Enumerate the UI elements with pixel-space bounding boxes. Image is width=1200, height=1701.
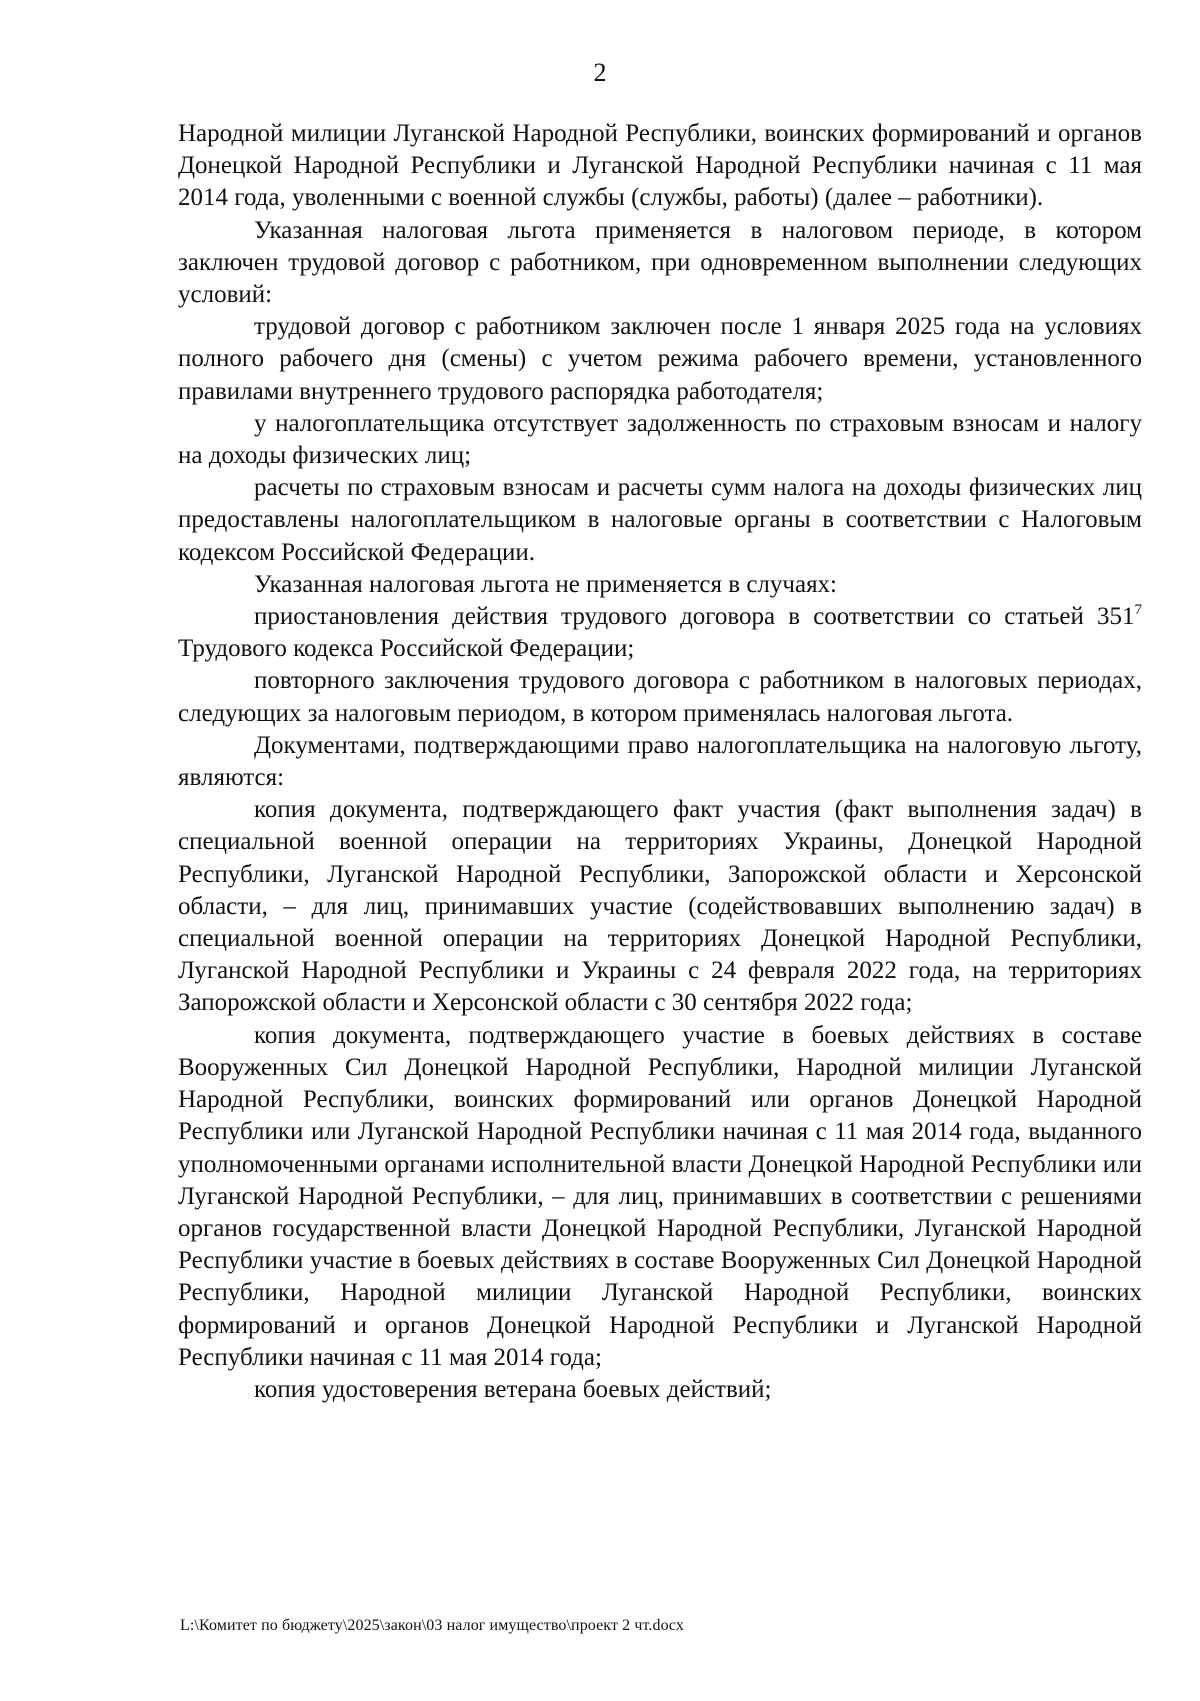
paragraph-text: приостановления действия трудового договора в соответствии со статьей 351 bbox=[254, 603, 1135, 631]
paragraph: копия документа, подтверждающего факт участия (факт выполнения задач) в специальной военной операции на территориях Украины, Донецкой Народной Республики, Луганской Народной Республики, Запорожской области и Херсонской области, – для лиц, принимавших участие (содействовавших выполнению задач) в специальной военной операции на территориях Донецкой Народной Республики, Луганской Народной Республики и Украины с 24 февраля 2022 года, на территориях Запорожской области и Херсонской области с 30 сентября 2022 года; bbox=[178, 796, 1142, 1017]
footer-file-path: L:\Комитет по бюджету\2025\закон\03 налог имущество\проект 2 чт.docx bbox=[180, 1617, 684, 1634]
paragraph: повторного заключения трудового договора с работником в налоговых периодах, следующих за налоговым периодом, в котором применялась налоговая льгота. bbox=[178, 667, 1142, 727]
paragraph: у налогоплательщика отсутствует задолженность по страховым взносам и налогу на доходы физических лиц; bbox=[178, 409, 1142, 470]
page-number: 2 bbox=[593, 58, 607, 87]
paragraph: Указанная налоговая льгота не применяется в случаях: bbox=[254, 570, 838, 598]
paragraph: расчеты по страховым взносам и расчеты сумм налога на доходы физических лиц предоставлены налогоплательщиком в налоговые органы в соответствии с Налоговым кодексом Российской Федерации. bbox=[178, 474, 1142, 566]
paragraph bbox=[178, 601, 1142, 665]
superscript: 7 bbox=[1134, 602, 1142, 619]
document-body bbox=[178, 118, 1142, 1406]
paragraph: трудовой договор с работником заключен после 1 января 2025 года на условиях полного рабочего дня (смены) с учетом режима рабочего времени, установленного правилами внутреннего трудового распорядка работодателя; bbox=[178, 313, 1142, 405]
paragraph: копия документа, подтверждающего участие в боевых действиях в составе Вооруженных Сил Донецкой Народной Республики, Народной милиции Луганской Народной Республики, воинских формирований или органов Донецкой Народной Республики или Луганской Народной Республики начиная с 11 мая 2014 года, выданного уполномоченными органами исполнительной власти Донецкой Народной Республики или Луганской Народной Республики, – для лиц, принимавших в соответствии с решениями органов государственной власти Донецкой Народной Республики, Луганской Народной Республики участие в боевых действиях в составе Вооруженных Сил Донецкой Народной Республики, Народной милиции Луганской Народной Республики, воинских формирований и органов Донецкой Народной Республики и Луганской Народной Республики начиная с 11 мая 2014 года; bbox=[178, 1021, 1142, 1371]
paragraph-text: Трудового кодекса Российской Федерации; bbox=[178, 635, 635, 663]
paragraph: Народной милиции Луганской Народной Республики, воинских формирований и органов Донецкой Народной Республики и Луганской Народной Республики начиная с 11 мая 2014 года, уволенными с военной службы (службы, работы) (далее – работники). bbox=[178, 120, 1142, 212]
paragraph: копия удостоверения ветерана боевых действий; bbox=[254, 1375, 772, 1403]
paragraph: Указанная налоговая льгота применяется в налоговом периоде, в котором заключен трудовой договор с работником, при одновременном выполнении следующих условий: bbox=[178, 216, 1142, 309]
paragraph: Документами, подтверждающими право налогоплательщика на налоговую льготу, являются: bbox=[178, 731, 1142, 792]
